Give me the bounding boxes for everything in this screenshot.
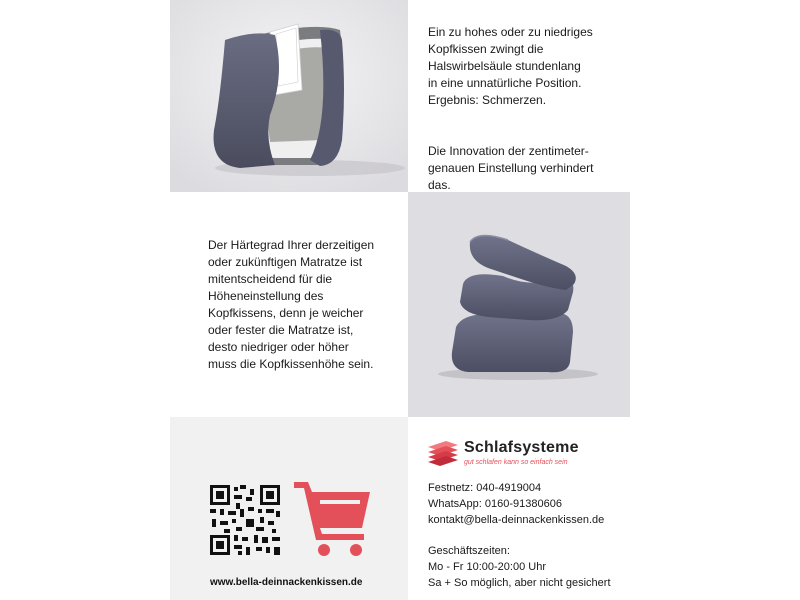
shop-block: [170, 417, 408, 600]
hours-label: Geschäftszeiten:: [428, 545, 510, 557]
intro-paragraph-1: Ein zu hohes oder zu niedriges Kopfkissen zwingt die Halswirbelsäule stundenlang in eine unnatürliche Position. Ergebnis: Schmerzen.: [428, 25, 593, 107]
phone-number: Festnetz: 040-4919004: [428, 482, 542, 494]
contact-block: [408, 417, 630, 600]
hours-weekend: Sa + So möglich, aber nicht gesichert: [428, 577, 611, 589]
website-link[interactable]: www.bella-deinnackenkissen.de: [210, 577, 363, 588]
qr-code-icon[interactable]: [210, 485, 280, 555]
shopping-cart-icon[interactable]: [294, 480, 374, 560]
whatsapp-number: WhatsApp: 0160-91380606: [428, 498, 562, 510]
brand-name: Schlafsysteme: [464, 439, 579, 456]
mattress-paragraph: Der Härtegrad Ihrer derzeitigen oder zukünftigen Matratze ist mitentscheidend für die Höheneinstellung des Kopfkissens, denn je weicher oder fester die Matratze ist, desto niedriger oder höher muss die Kopfkissenhöhe sein.: [208, 238, 375, 371]
contact-info: [428, 480, 628, 528]
stacked-pillows-photo: [408, 192, 630, 417]
business-hours: [428, 543, 611, 591]
flyer-page: [170, 0, 630, 600]
mattress-text-block: [170, 192, 408, 417]
stacked-pillows-illustration: [408, 192, 630, 417]
brand-logo: [426, 439, 579, 472]
intro-text-block: [408, 0, 630, 192]
brand-tagline: gut schlafen kann so einfach sein: [464, 459, 568, 466]
intro-paragraph-2: Die Innovation der zentimeter- genauen Einstellung verhindert das.: [428, 144, 594, 192]
brand-logo-icon: [426, 439, 460, 467]
pillow-open-photo: [170, 0, 408, 192]
hours-weekdays: Mo - Fr 10:00-20:00 Uhr: [428, 561, 546, 573]
pillow-open-illustration: [170, 0, 408, 192]
email-link[interactable]: kontakt@bella-deinnackenkissen.de: [428, 514, 605, 526]
